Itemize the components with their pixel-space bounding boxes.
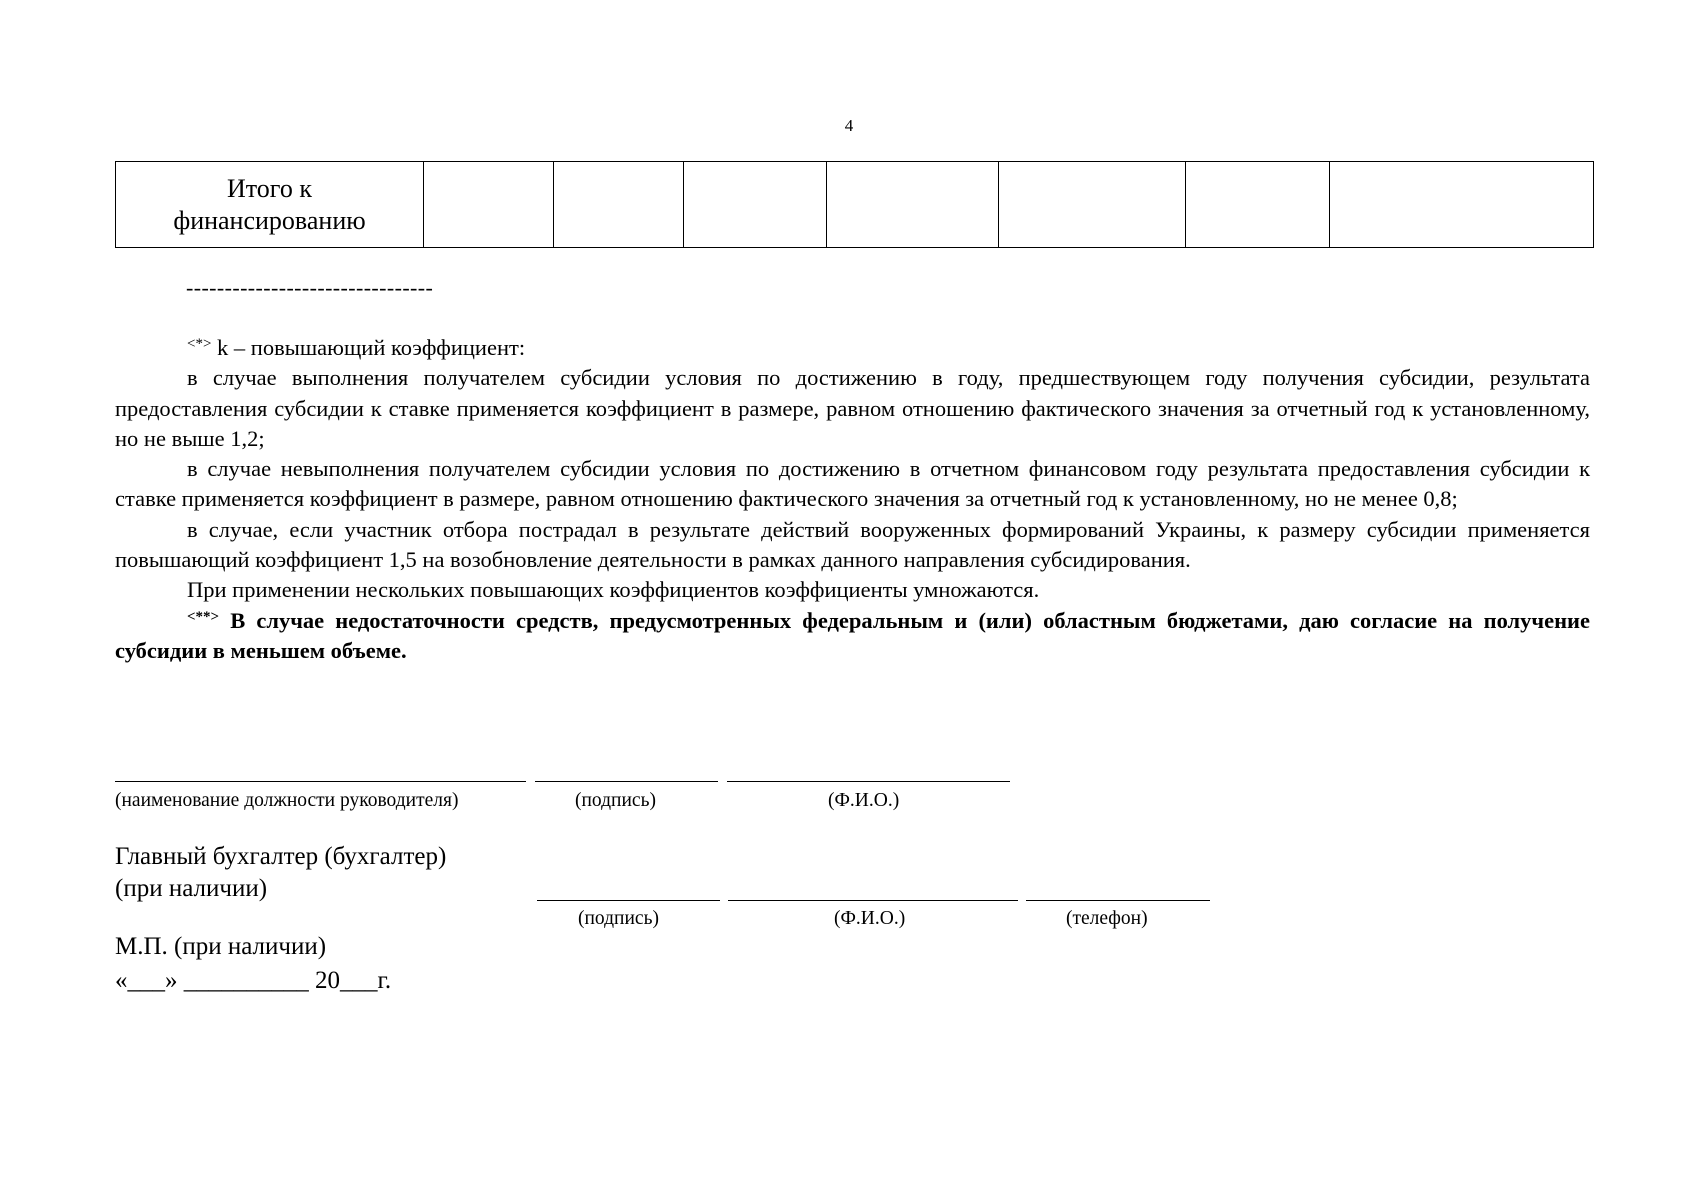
footnote-mark-2: <**> <box>187 608 220 625</box>
consent-text: В случае недостаточности средств, предусмотренных федеральным и (или) областным бюджетами, даю согласие на получение субсидии в меньшем объеме. <box>115 607 1590 663</box>
date-line[interactable]: «___» __________ 20___г. <box>115 967 392 994</box>
total-value-cell[interactable] <box>554 162 684 248</box>
head-name-caption: (Ф.И.О.) <box>828 790 900 811</box>
coefficient-heading <box>115 333 1590 363</box>
total-row <box>116 162 1594 248</box>
coefficient-rule-3: в случае, если участник отбора пострадал в результате действий вооруженных формирований Украины, к размеру субсидии применяется повышающий коэффициент 1,5 на возобновление деятельности в рамках данного направления субсидирования. <box>115 516 1590 573</box>
coefficient-title: k – повышающий коэффициент: <box>217 335 526 360</box>
accountant-label: Главный бухгалтер (бухгалтер) <box>115 843 447 870</box>
financing-total-table <box>115 161 1594 248</box>
accountant-signature-line[interactable] <box>537 900 720 901</box>
head-signature-caption: (подпись) <box>575 790 656 811</box>
footnote-separator: -------------------------------- <box>186 275 434 300</box>
accountant-signature-caption: (подпись) <box>578 908 659 929</box>
head-position-line[interactable] <box>115 781 526 782</box>
accountant-name-line[interactable] <box>728 900 1018 901</box>
head-name-line[interactable] <box>727 781 1010 782</box>
page-number: 4 <box>844 116 854 135</box>
consent-statement <box>115 606 1590 667</box>
head-signature-line[interactable] <box>535 781 718 782</box>
footnote-mark-1: <*> <box>187 336 212 352</box>
total-label: Итого к финансированию <box>173 173 366 235</box>
total-value-cell[interactable] <box>999 162 1186 248</box>
total-value-cell[interactable] <box>424 162 554 248</box>
total-label-cell <box>116 162 424 248</box>
coefficient-rule-2: в случае невыполнения получателем субсидии условия по достижению в отчетном финансовом году результата предоставления субсидии к ставке применяется коэффициент в размере, равном отношению фактического значения за отчетный год к установленному, но не менее 0,8; <box>115 456 1590 512</box>
coefficient-rule-4: При применении нескольких повышающих коэффициентов коэффициенты умножаются. <box>187 577 1040 603</box>
accountant-phone-caption: (телефон) <box>1066 908 1148 929</box>
accountant-phone-line[interactable] <box>1026 900 1210 901</box>
footnotes-block <box>115 333 1590 666</box>
head-position-caption: (наименование должности руководителя) <box>115 790 459 811</box>
total-value-cell[interactable] <box>1330 162 1594 248</box>
coefficient-rule-1: в случае выполнения получателем субсидии условия по достижению в году, предшествующем году получения субсидии, результата предоставления субсидии к ставке применяется коэффициент в размере, равном отношению фактического значения за отчетный год к установленному, но не выше 1,2; <box>115 365 1590 451</box>
accountant-name-caption: (Ф.И.О.) <box>834 908 906 929</box>
stamp-label: М.П. (при наличии) <box>115 933 327 960</box>
total-value-cell[interactable] <box>827 162 999 248</box>
accountant-label-note: (при наличии) <box>115 875 268 902</box>
total-value-cell[interactable] <box>1186 162 1330 248</box>
total-value-cell[interactable] <box>684 162 827 248</box>
